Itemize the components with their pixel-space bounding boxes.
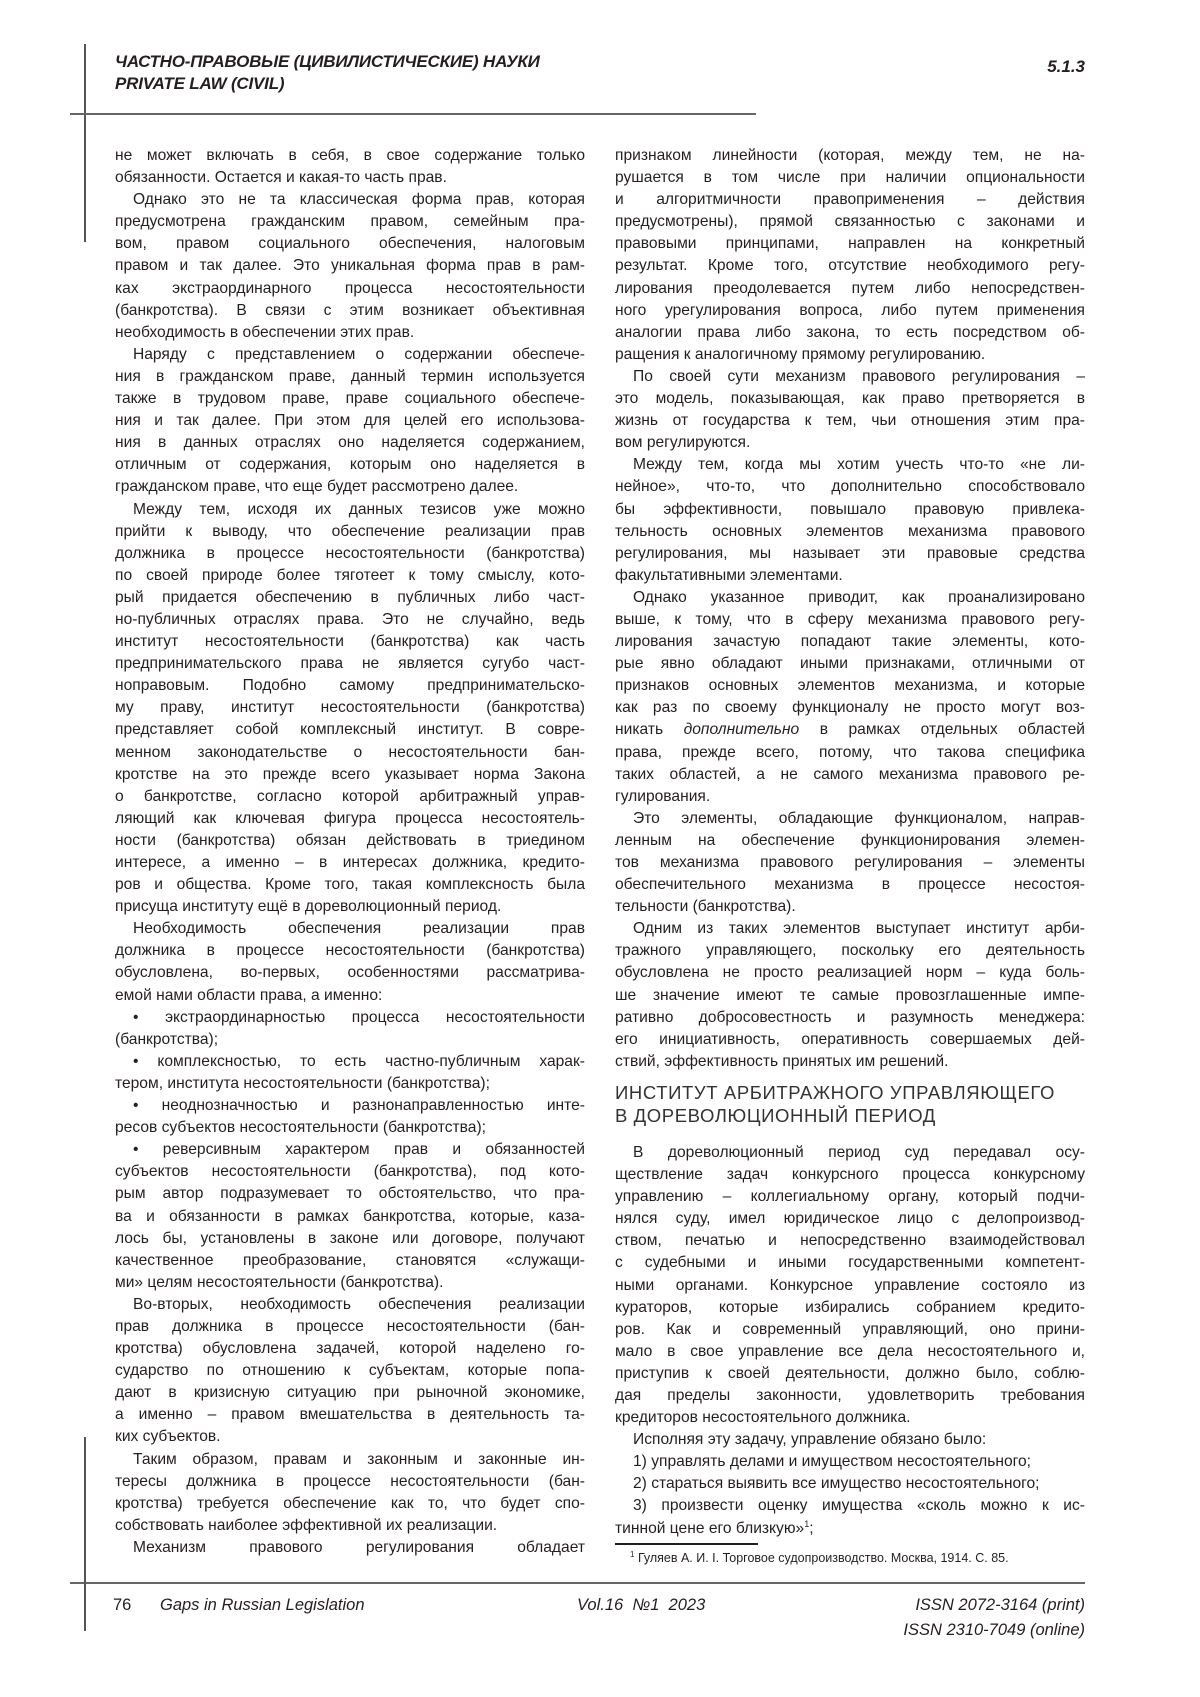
paragraph xyxy=(115,189,585,344)
text-line: предусмотрена гражданским правом, семейным пра- xyxy=(115,211,585,233)
text-line: признаков основных элементов механизма, и которые xyxy=(615,675,1085,697)
text-line: необходимость в обеспечении этих прав. xyxy=(115,322,585,344)
text-line: прав должника в процессе несостоятельности (бан- xyxy=(115,1316,585,1338)
paragraph xyxy=(615,366,1085,454)
text-line: отличным от содержания, которым оно наделяется в xyxy=(115,454,585,476)
paragraph xyxy=(615,145,1085,366)
text-line: ресов субъектов несостоятельности (банкротства); xyxy=(115,1117,585,1139)
running-head-ru: ЧАСТНО-ПРАВОВЫЕ (ЦИВИЛИСТИЧЕСКИЕ) НАУКИ xyxy=(115,51,540,73)
text-line: ляющий как ключевая фигура процесса несостоятель- xyxy=(115,808,585,830)
text-line: с судебными и иными государственными компетент- xyxy=(615,1252,1085,1274)
text-line: ленным на обеспечение функционирования элемен- xyxy=(615,830,1085,852)
footnote-text: Гуляев А. И. I. Торговое судопроизводство. Москва, 1914. С. 85. xyxy=(638,1551,1009,1565)
section-code: 5.1.3 xyxy=(1047,56,1085,78)
text-line: гулирования. xyxy=(615,786,1085,808)
issn-online: ISSN 2310-7049 (online) xyxy=(903,1619,1085,1641)
text-line: (банкротства). В связи с этим возникает объективная xyxy=(115,300,585,322)
text-line: бы эффективности, повышало правовую привлека- xyxy=(615,499,1085,521)
paragraph xyxy=(615,1495,1085,1539)
text-line: а именно – правом вмешательства в деятельность та- xyxy=(115,1404,585,1426)
text-line: рый придается обеспечению в публичных либо част- xyxy=(115,587,585,609)
text-line: ров и общества. Кроме того, такая комплексность была xyxy=(115,874,585,896)
footer-rule xyxy=(70,1582,1085,1584)
text-line: выше, к тому, что в сферу механизма правового регу- xyxy=(615,609,1085,631)
paragraph xyxy=(115,1449,585,1537)
text-line: качественное преобразование, становятся «служащи- xyxy=(115,1250,585,1272)
text-line: должника в процессе несостоятельности (банкротства) xyxy=(115,543,585,565)
text-line: ках экстраординарного процесса несостоятельности xyxy=(115,278,585,300)
text-line: рушается в том числе при наличии опциональности xyxy=(615,167,1085,189)
text-line: регулирования, мы называет эти правовые средства xyxy=(615,543,1085,565)
text-line: ными органами. Конкурсное управление состояло из xyxy=(615,1275,1085,1297)
text-line: нялся суду, имел юридическое лицо с делопроизвод- xyxy=(615,1208,1085,1230)
text-line: прийти к выводу, что обеспечение реализации прав xyxy=(115,521,585,543)
paragraph xyxy=(115,1007,585,1051)
text-line: кредиторов несостоятельного должника. xyxy=(615,1407,1085,1429)
text-line: • комплексностью, то есть частно-публичным харак- xyxy=(115,1051,585,1073)
text-line: также в трудовом праве, праве социального обеспече- xyxy=(115,388,585,410)
paragraph xyxy=(615,808,1085,918)
paragraph xyxy=(615,454,1085,587)
footnote xyxy=(630,1549,1009,1567)
text-line: тражного управляющего, поскольку его деятельность xyxy=(615,940,1085,962)
page-number: 76 xyxy=(113,1594,131,1616)
text-line: (банкротства); xyxy=(115,1029,585,1051)
text-line: мало в свое управление все дела несостоятельного и, xyxy=(615,1341,1085,1363)
text-line: гражданском праве, что еще будет рассмотрено далее. xyxy=(115,476,585,498)
text-line: ращения к аналогичному прямому регулированию. xyxy=(615,344,1085,366)
text-line: 1) управлять делами и имуществом несостоятельного; xyxy=(615,1451,1085,1473)
text-line: приступив к своей деятельности, должно было, соблю- xyxy=(615,1363,1085,1385)
text-line: Это элементы, обладающие функционалом, направ- xyxy=(615,808,1085,830)
paragraph xyxy=(615,1451,1085,1473)
header-rule xyxy=(70,113,756,115)
text-line: • неоднозначностью и разнонаправленностью инте- xyxy=(115,1095,585,1117)
paragraph xyxy=(115,1294,585,1449)
text-line: Механизм правового регулирования обладает xyxy=(115,1537,585,1559)
paragraph xyxy=(115,918,585,1006)
text-line: как раз по своему функционалу не просто могут воз- xyxy=(615,697,1085,719)
text-line: жизнь от государства к тем, чьи отношения этим пра- xyxy=(615,410,1085,432)
text-run: ; xyxy=(809,1520,813,1537)
journal-name: Gaps in Russian Legislation xyxy=(160,1594,365,1616)
text-line: присуща институту ещё в дореволюционный период. xyxy=(115,896,585,918)
text-line: рые явно обладают иными признаками, отличными от xyxy=(615,653,1085,675)
text-line: Во-вторых, необходимость обеспечения реализации xyxy=(115,1294,585,1316)
text-line: ких субъектов. xyxy=(115,1426,585,1448)
text-line: ва и обязанности в рамках банкротства, которые, каза- xyxy=(115,1206,585,1228)
footer-vertical-rule xyxy=(84,1437,86,1631)
text-line: обусловлена, во-первых, особенностями рассматрива- xyxy=(115,962,585,984)
header-vertical-rule xyxy=(84,44,86,242)
text-line: вом, правом социального обеспечения, налоговым xyxy=(115,233,585,255)
text-line: ров. Как и современный управляющий, оно прини- xyxy=(615,1319,1085,1341)
text-line: дают в кризисную ситуацию при рыночной экономике, xyxy=(115,1382,585,1404)
text-line: обусловлена не просто реализацией норм – куда боль- xyxy=(615,962,1085,984)
text-line: тересы должника в процессе несостоятельности (бан- xyxy=(115,1471,585,1493)
text-line: аналогии права либо закона, то есть посредством об- xyxy=(615,322,1085,344)
footnote-mark: 1 xyxy=(630,1550,634,1559)
heading-line: ИНСТИТУТ АРБИТРАЖНОГО УПРАВЛЯЮЩЕГО xyxy=(615,1081,1085,1104)
text-line: 3) произвести оценку имущества «сколь можно к ис- xyxy=(615,1495,1085,1517)
text-line: Таким образом, правам и законным и законные ин- xyxy=(115,1449,585,1471)
text-line: субъектов несостоятельности (банкротства), под кото- xyxy=(115,1161,585,1183)
text-line: лось бы, установлены в законе или договоре, получают xyxy=(115,1228,585,1250)
paragraph xyxy=(615,1429,1085,1451)
text-line: права, прежде всего, потому, что такова специфика xyxy=(615,742,1085,764)
text-line: тов механизма правового регулирования – элементы xyxy=(615,852,1085,874)
emphasis: дополнительно xyxy=(684,721,800,738)
text-line: Наряду с представлением о содержании обеспече- xyxy=(115,344,585,366)
running-head-en: PRIVATE LAW (CIVIL) xyxy=(115,73,284,95)
text-line: ствий, эффективность принятых им решений. xyxy=(615,1051,1085,1073)
text-line: результат. Кроме того, отсутствие необходимого регу- xyxy=(615,255,1085,277)
text-line: дая пределы законности, удовлетворить требования xyxy=(615,1385,1085,1407)
text-line: Однако указанное приводит, как проанализировано xyxy=(615,587,1085,609)
text-line: ством, печатью и непосредственно взаимодействовал xyxy=(615,1230,1085,1252)
text-line: Необходимость обеспечения реализации прав xyxy=(115,918,585,940)
text-line: управлению – коллегиальному органу, который подчи- xyxy=(615,1186,1085,1208)
paragraph xyxy=(115,1139,585,1294)
text-line: интересе, а именно – в интересах должника, кредито- xyxy=(115,852,585,874)
text-line: о банкротстве, согласно которой арбитражный управ- xyxy=(115,786,585,808)
paragraph xyxy=(115,1537,585,1559)
text-run: тинной цене его близкую» xyxy=(615,1520,804,1537)
text-line: не может включать в себя, в свое содержание только xyxy=(115,145,585,167)
text-line: предусмотрены), прямой связанностью с законами и xyxy=(615,211,1085,233)
text-line: кротства) требуется обеспечение как то, что будет спо- xyxy=(115,1493,585,1515)
text-line: нейное», что-то, что дополнительно способствовало xyxy=(615,476,1085,498)
paragraph xyxy=(615,587,1085,808)
text-line: тельности (банкротства). xyxy=(615,896,1085,918)
text-line: признаком линейности (которая, между тем, не на- xyxy=(615,145,1085,167)
text-line: кураторов, которые избирались собранием кредито- xyxy=(615,1297,1085,1319)
text-line: его инициативность, оперативность совершаемых дей- xyxy=(615,1029,1085,1051)
text-line: ния и так далее. При этом для целей его использова- xyxy=(115,410,585,432)
text-line: рым автор подразумевает то обстоятельство, что пра- xyxy=(115,1183,585,1205)
text-line: по своей природе более тяготеет к тому смыслу, кото- xyxy=(115,565,585,587)
text-line: собствовать наиболее эффективной их реализации. xyxy=(115,1515,585,1537)
paragraph xyxy=(115,344,585,499)
text-line: ративно добросовестность и разумность менеджера: xyxy=(615,1007,1085,1029)
text-line: • реверсивным характером прав и обязанностей xyxy=(115,1139,585,1161)
text-run: никать xyxy=(615,721,684,738)
text-line: ности (банкротства) обязан действовать в триедином xyxy=(115,830,585,852)
text-run: в рамках отдельных областей xyxy=(799,721,1085,738)
text-line: кротства) обусловлена задачей, которой наделено го- xyxy=(115,1338,585,1360)
text-line: сударство по отношению к субъектам, которые попа- xyxy=(115,1360,585,1382)
paragraph xyxy=(615,918,1085,1073)
text-line: менном законодательстве о несостоятельности бан- xyxy=(115,742,585,764)
text-line: ния в данных отраслях оно наделяется содержанием, xyxy=(115,432,585,454)
text-line: ния в гражданском праве, данный термин используется xyxy=(115,366,585,388)
text-line xyxy=(615,719,1085,741)
paragraph xyxy=(115,1051,585,1095)
text-line: ноправовым. Подобно самому предпринимательско- xyxy=(115,675,585,697)
text-line: кротстве на это прежде всего указывает норма Закона xyxy=(115,764,585,786)
text-line: тером, института несостоятельности (банкротства); xyxy=(115,1073,585,1095)
text-line: ществление задач конкурсного процесса конкурсному xyxy=(615,1164,1085,1186)
text-line: предпринимательского права не является сугубо част- xyxy=(115,653,585,675)
text-line: и алгоритмичности правоприменения – действия xyxy=(615,189,1085,211)
text-line: это модель, показывающая, как право претворяется в xyxy=(615,388,1085,410)
text-line: Однако это не та классическая форма прав, которая xyxy=(115,189,585,211)
issue-info: Vol.16 №1 2023 xyxy=(577,1594,705,1616)
text-line: емой нами области права, а именно: xyxy=(115,985,585,1007)
paragraph xyxy=(615,1473,1085,1495)
text-line: институт несостоятельности (банкротства) как часть xyxy=(115,631,585,653)
text-line: • экстраординарностью процесса несостоятельности xyxy=(115,1007,585,1029)
footnote-rule xyxy=(615,1543,758,1545)
text-line: ше значение имеют те самые провозглашенные импе- xyxy=(615,985,1085,1007)
text-line: факультативными элементами. xyxy=(615,565,1085,587)
left-column xyxy=(115,145,585,1559)
text-line: но-публичных отраслях права. Это не случайно, ведь xyxy=(115,609,585,631)
text-line: правом и так далее. Это уникальная форма прав в рам- xyxy=(115,255,585,277)
text-line: лирования преодолевается путем либо непосредствен- xyxy=(615,278,1085,300)
text-line: правовыми принципами, направлен на конкретный xyxy=(615,233,1085,255)
text-line: тельность основных элементов механизма правового xyxy=(615,521,1085,543)
paragraph xyxy=(115,1095,585,1139)
text-line: вом регулируются. xyxy=(615,432,1085,454)
paragraph xyxy=(115,145,585,189)
right-column xyxy=(615,145,1085,1540)
text-line: Одним из таких элементов выступает институт арби- xyxy=(615,918,1085,940)
text-line: 2) стараться выявить все имущество несостоятельного; xyxy=(615,1473,1085,1495)
paragraph xyxy=(615,1142,1085,1429)
text-line: Между тем, когда мы хотим учесть что-то «не ли- xyxy=(615,454,1085,476)
text-line: обязанности. Остается и какая-то часть прав. xyxy=(115,167,585,189)
text-line: ми» целям несостоятельности (банкротства). xyxy=(115,1272,585,1294)
paragraph xyxy=(115,499,585,919)
heading-line: В ДОРЕВОЛЮЦИОННЫЙ ПЕРИОД xyxy=(615,1104,1085,1127)
text-line: Исполняя эту задачу, управление обязано было: xyxy=(615,1429,1085,1451)
section-heading xyxy=(615,1081,1085,1127)
text-line: Между тем, исходя их данных тезисов уже можно xyxy=(115,499,585,521)
text-line: ного урегулирования вопроса, либо путем применения xyxy=(615,300,1085,322)
footnote-ref[interactable]: 1 xyxy=(804,1519,809,1529)
text-line: таких областей, а не самого механизма правового ре- xyxy=(615,764,1085,786)
text-line: му праву, институт несостоятельности (банкротства) xyxy=(115,697,585,719)
text-line: лирования зачастую попадают такие элементы, кото- xyxy=(615,631,1085,653)
text-line: обеспечительного механизма в процессе несостоя- xyxy=(615,874,1085,896)
text-line: По своей сути механизм правового регулирования – xyxy=(615,366,1085,388)
text-line: В дореволюционный период суд передавал осу- xyxy=(615,1142,1085,1164)
issn-print: ISSN 2072-3164 (print) xyxy=(915,1594,1085,1616)
text-line: должника в процессе несостоятельности (банкротства) xyxy=(115,940,585,962)
text-line xyxy=(615,1518,1085,1540)
text-line: представляет собой комплексный институт. В совре- xyxy=(115,719,585,741)
